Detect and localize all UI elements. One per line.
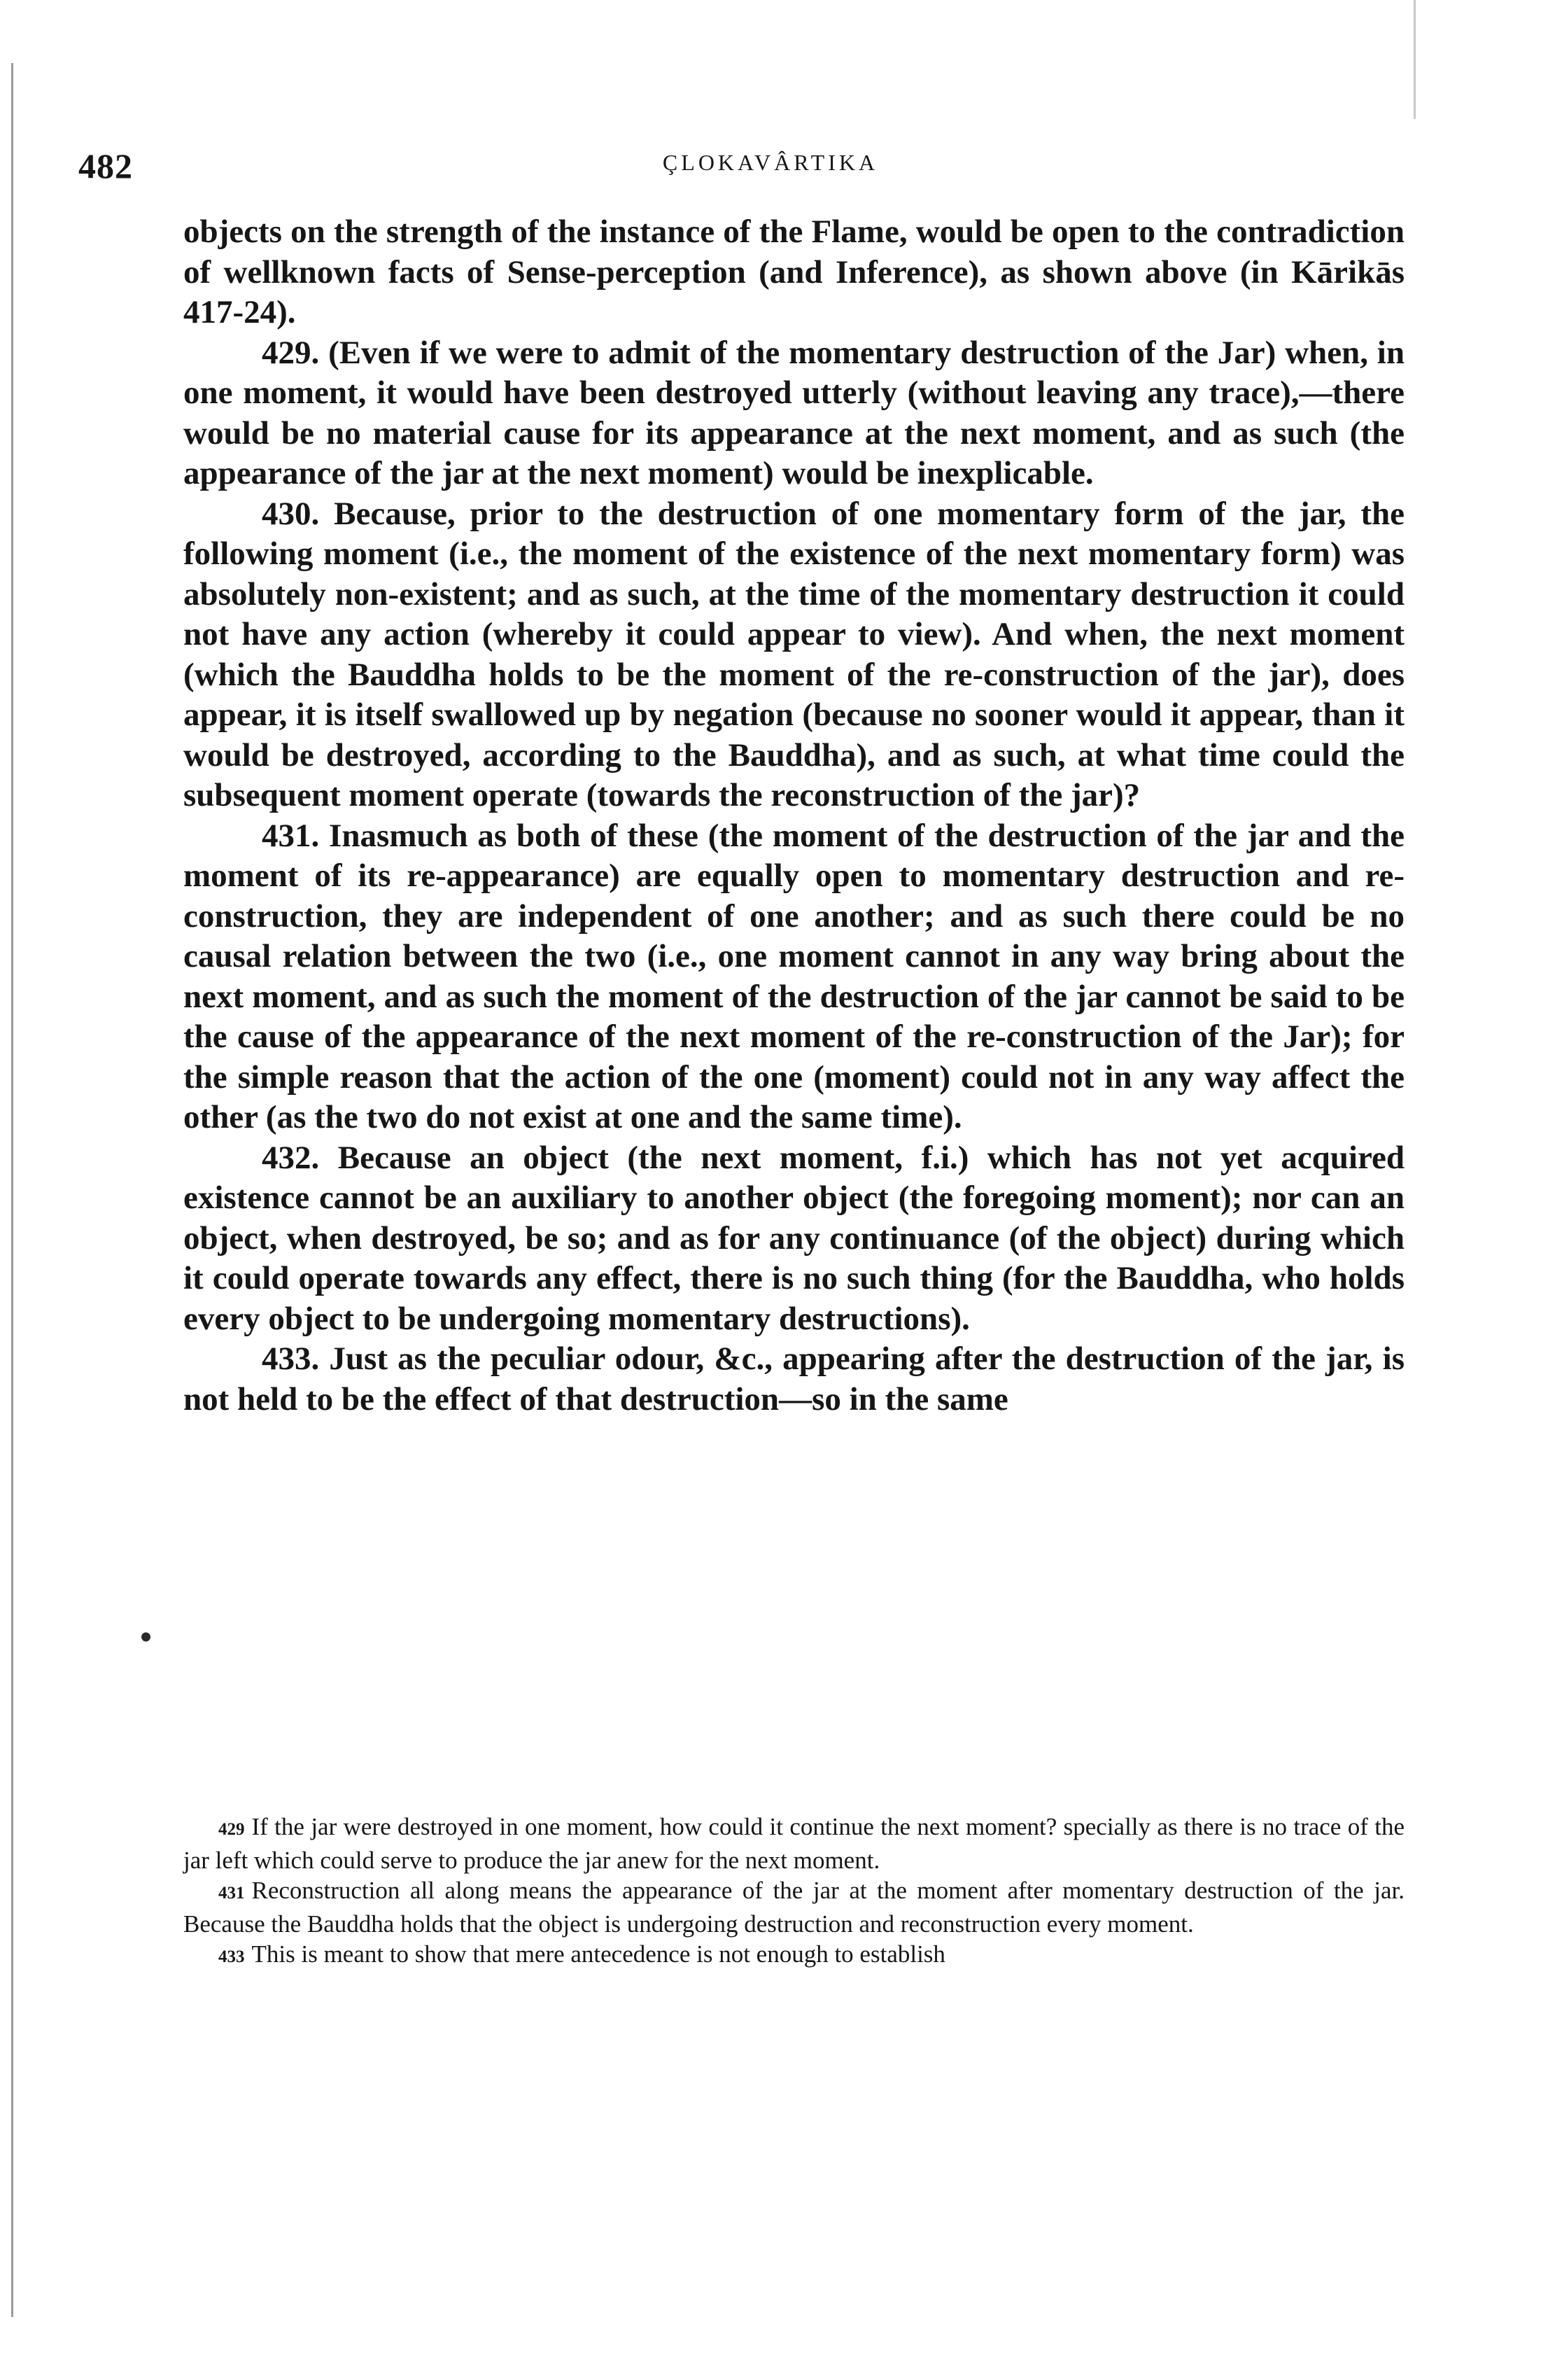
running-head: ÇLOKAVÂRTIKA	[662, 150, 879, 175]
footnote-431	[183, 1875, 1405, 1939]
scan-margin-mark	[1414, 0, 1416, 119]
paragraph-433: 433. Just as the peculiar odour, &c., appearing after the destruction of the jar, is not held to be the effect of that destruction—so in the same	[183, 1340, 1405, 1418]
paragraph-429: 429. (Even if we were to admit of the momentary destruction of the Jar) when, in one moment, it would have been destroyed utterly (without leaving any trace),—there would be no material cause for its appearance at the next moment, and as such (the appearance of the jar at the next moment) would be inexplicable.	[183, 334, 1405, 491]
paragraph-431: 431. Inasmuch as both of these (the moment of the destruction of the jar and the moment of its re-appearance) are equally open to momentary destruction and re-construction, they are independent of one another; and as such there could be no causal relation between the two (i.e., one moment cannot in any way bring about the next moment, and as such the moment of the destruction of the jar cannot be said to be the cause of the appearance of the next moment of the re-construction of the Jar); for the simple reason that the action of the one (moment) could not in any way affect the other (as the two do not exist at one and the same time).	[183, 817, 1405, 1135]
page-number: 482	[78, 146, 133, 186]
footnote-text: Reconstruction all along means the appearance of the jar at the moment after momentary destruction of the jar. Because the Bauddha holds that the object is undergoing destruction and reconstruction every moment.	[183, 1877, 1405, 1938]
footnote-ref: 433	[218, 1947, 245, 1966]
paragraph-continued: objects on the strength of the instance of the Flame, would be open to the contradiction of wellknown facts of Sense-perception (and Inference), as shown above (in Kārikās 417-24).	[183, 214, 1405, 330]
footnote-433	[183, 1939, 1405, 1973]
main-text	[183, 212, 1405, 1420]
footnote-text: If the jar were destroyed in one moment, how could it continue the next moment? specially as there is no trace of the jar left which could serve to produce the jar anew for the next moment.	[183, 1813, 1405, 1874]
footnotes	[183, 1812, 1405, 1973]
footnote-429	[183, 1812, 1405, 1875]
scan-left-edge-line	[11, 63, 13, 2317]
paragraph-430: 430. Because, prior to the destruction of one momentary form of the jar, the following moment (i.e., the moment of the existence of the next momentary form) was absolutely non-existent; and as such, at the time of the momentary destruction it could not have any action (whereby it could appear to view). And when, the next moment (which the Bauddha holds to be the moment of the re-construction of the jar), does appear, it is itself swallowed up by negation (because no sooner would it appear, than it would be destroyed, according to the Bauddha), and as such, at what time could the subsequent moment operate (towards the reconstruction of the jar)?	[183, 495, 1405, 813]
paragraph-432: 432. Because an object (the next moment, f.i.) which has not yet acquired existence cannot be an auxiliary to another object (the foregoing moment); nor can an object, when destroyed, be so; and as for any continuance (of the object) during which it could operate towards any effect, there is no such thing (for the Bauddha, who holds every object to be undergoing momentary destructions).	[183, 1139, 1405, 1337]
footnote-text: This is meant to show that mere antecedence is not enough to establish	[251, 1940, 945, 1968]
footnote-ref: 429	[218, 1820, 245, 1839]
ink-dot-mark	[141, 1632, 150, 1642]
footnote-ref: 431	[218, 1884, 245, 1903]
